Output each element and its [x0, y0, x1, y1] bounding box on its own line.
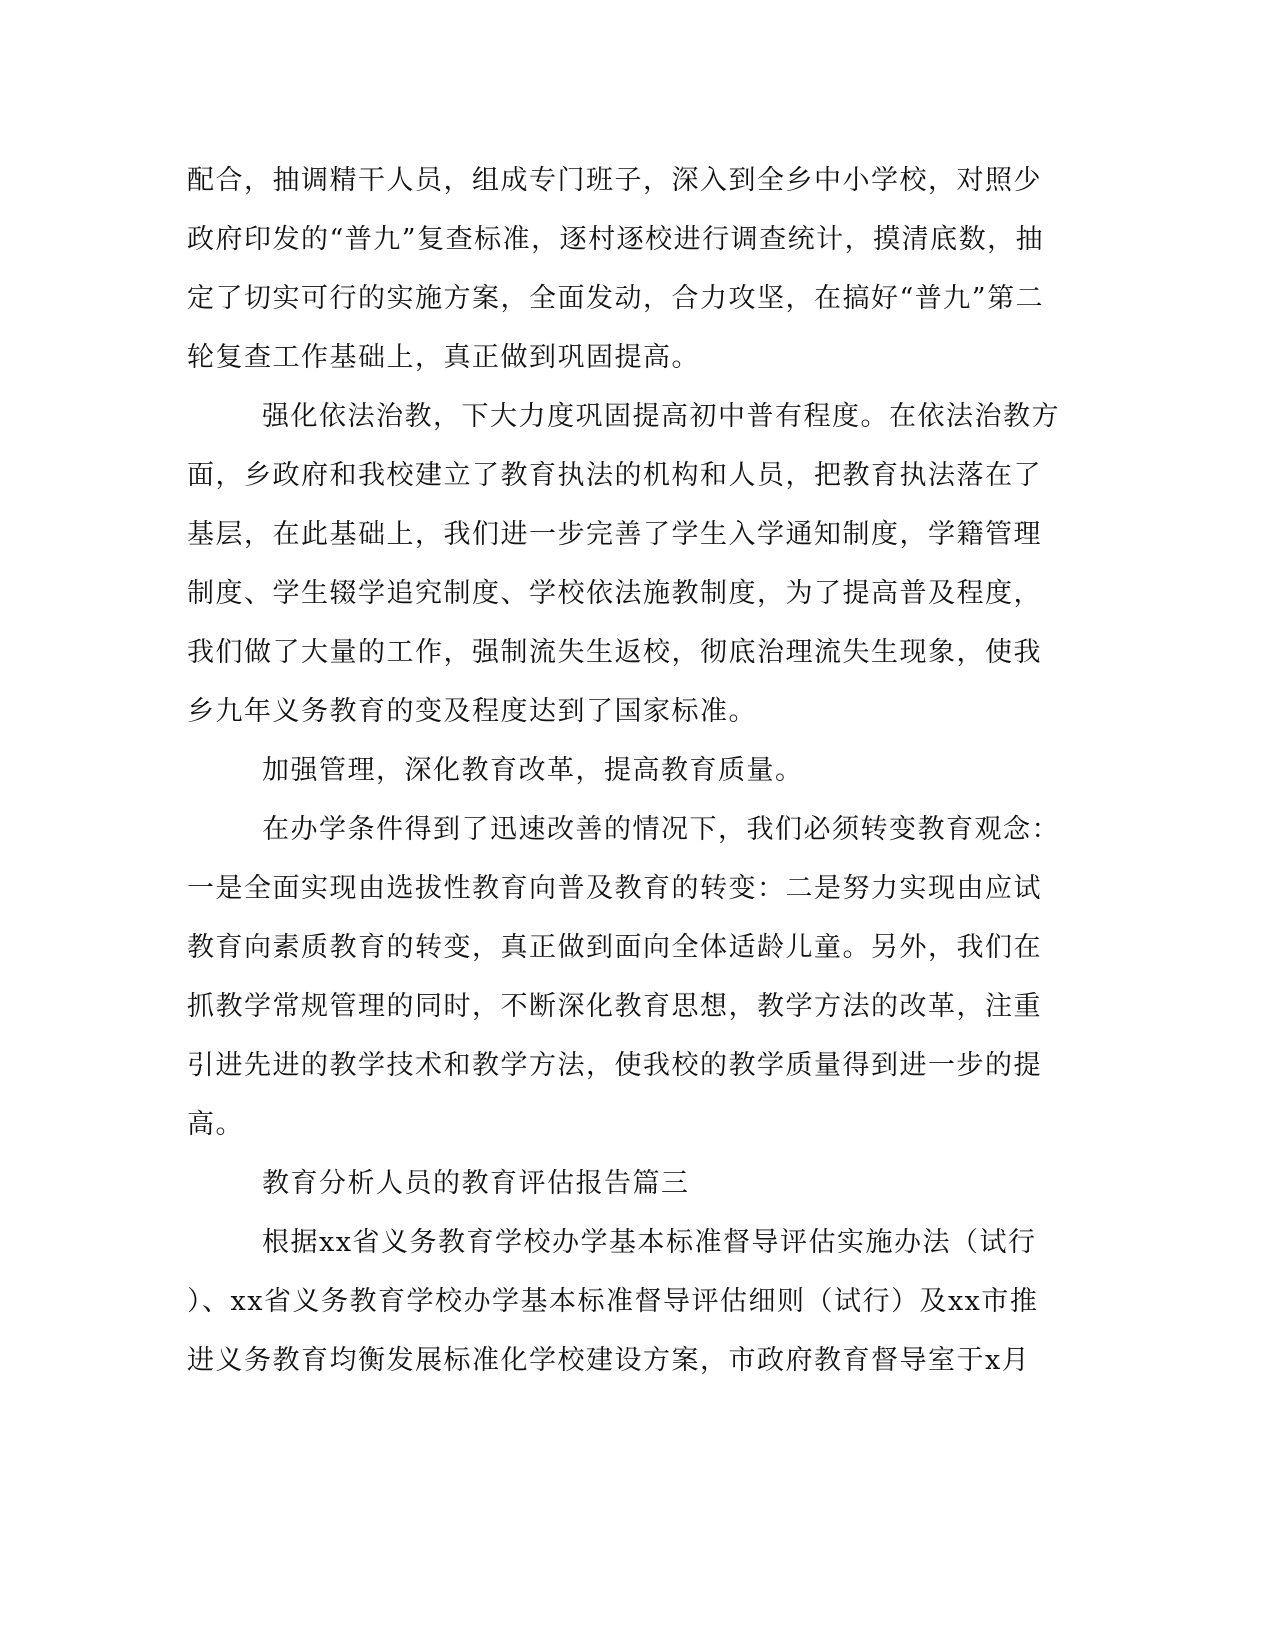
section-heading-line: 加强管理，深化教育改革，提高教育质量。	[262, 755, 804, 786]
text-line: 教育向素质教育的转变，真正做到面向全体适龄儿童。另外，我们在	[187, 932, 1042, 963]
text-line: 定了切实可行的实施方案，全面发动，合力攻坚，在搞好“普九”第二	[187, 283, 1045, 314]
text-line: 政府印发的“普九”复查标准，逐村逐校进行调查统计，摸清底数，抽	[187, 224, 1045, 255]
paragraph-start-line: 在办学条件得到了迅速改善的情况下，我们必须转变教育观念：	[262, 814, 1060, 845]
paragraph-start-line: 根据xx省义务教育学校办学基本标准督导评估实施办法（试行	[262, 1227, 1037, 1258]
text-line: 抓教学常规管理的同时，不断深化教育思想，教学方法的改革，注重	[187, 991, 1042, 1022]
text-line: 轮复查工作基础上，真正做到巩固提高。	[187, 342, 700, 373]
text-line: 制度、学生辍学追究制度、学校依法施教制度，为了提高普及程度，	[187, 578, 1042, 609]
text-line: 一是全面实现由选拔性教育向普及教育的转变：二是努力实现由应试	[187, 873, 1042, 904]
text-line: 引进先进的教学技术和教学方法，使我校的教学质量得到进一步的提	[187, 1050, 1042, 1081]
text-line: 高。	[187, 1109, 244, 1140]
text-line: ）、xx省义务教育学校办学基本标准督导评估细则（试行）及xx市推	[187, 1286, 1039, 1317]
text-line: 基层，在此基础上，我们进一步完善了学生入学通知制度，学籍管理	[187, 519, 1042, 550]
article-title-line: 教育分析人员的教育评估报告篇三	[262, 1168, 690, 1199]
text-line: 进义务教育均衡发展标准化学校建设方案，市政府教育督导室于x月	[187, 1345, 1031, 1376]
text-line: 乡九年义务教育的变及程度达到了国家标准。	[187, 696, 757, 727]
text-line: 配合，抽调精干人员，组成专门班子，深入到全乡中小学校，对照少	[187, 165, 1042, 196]
paragraph-start-line: 强化依法治教，下大力度巩固提高初中普有程度。在依法治教方	[262, 401, 1060, 432]
text-line: 面，乡政府和我校建立了教育执法的机构和人员，把教育执法落在了	[187, 460, 1042, 491]
text-line: 我们做了大量的工作，强制流失生返校，彻底治理流失生现象，使我	[187, 637, 1042, 668]
